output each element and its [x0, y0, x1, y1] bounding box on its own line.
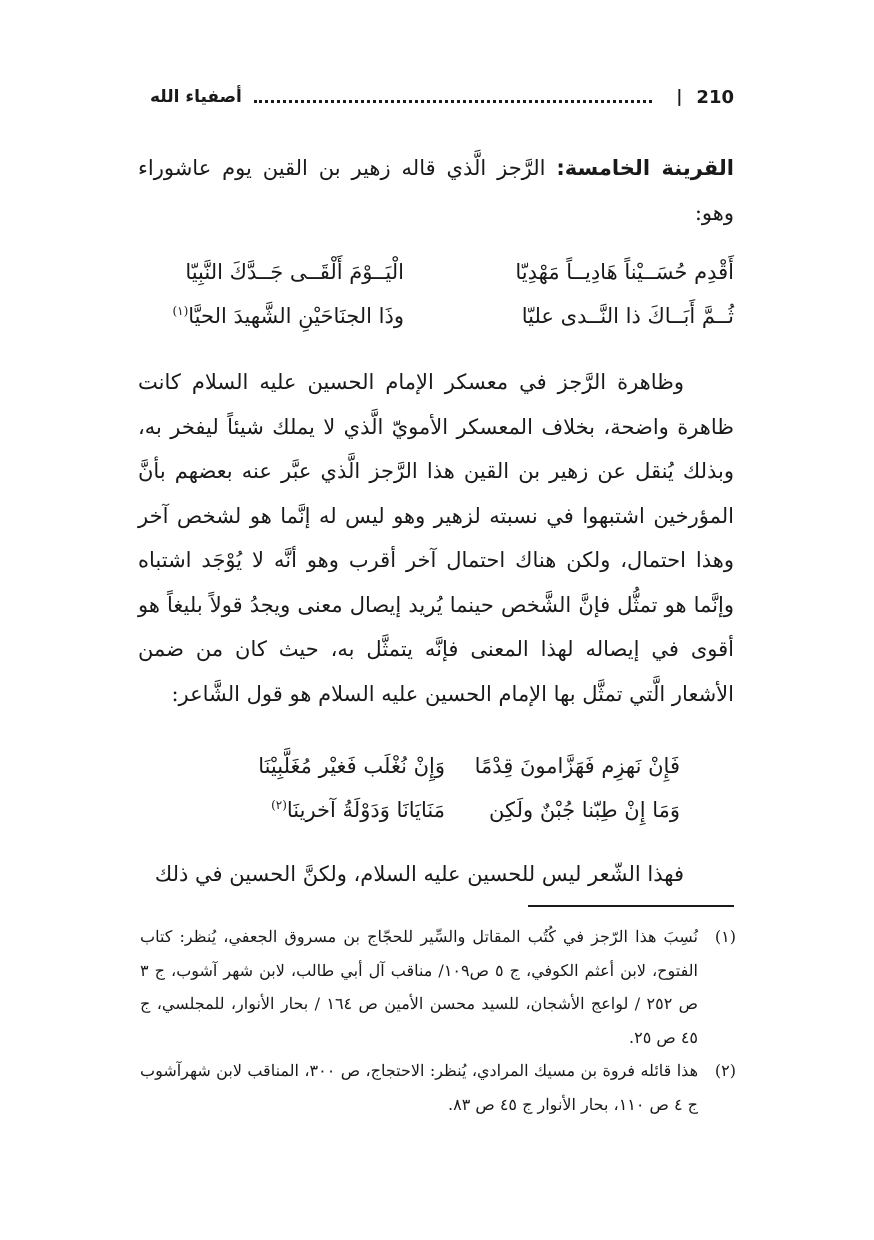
- footnote-number: (١): [714, 927, 736, 946]
- footnote-text: نُسِبَ هذا الرّجز في كُتُب المقاتل والسِّير للحجّاج بن مسروق الجعفي، يُنظر: كتاب الفتوح، لابن أعثم الكوفي، ج ٥ ص١٠٩/ مناقب آل أبي طالب، لابن شهر آشوب، ج ٣ ص ٢٥٢ / لواعج الأشجان، للسيد محسن الأمين ص ١٦٤ / بحار الأنوار، للمجلسي، ج ٤٥ ص ٢٥.: [140, 927, 698, 1047]
- poem-verse-1: [130, 250, 734, 338]
- hemistich-text: وذَا الجنَاحَيْنِ الشَّهيدَ الحيَّا: [188, 304, 404, 328]
- hemistich-second: [130, 304, 404, 328]
- hemistich-second: وَإِنْ نُغْلَب فَغيْر مُغَلَّبِيْنَا: [258, 754, 445, 778]
- hemistich-first: أَقْدِم حُسَــيْناً هَادِيــاً مَهْدِيّا: [515, 260, 734, 284]
- running-header: [150, 80, 734, 114]
- book-title: أصفياء الله: [150, 87, 242, 107]
- hemistich-second: الْيَــوْمَ أَلْقَــى جَــدَّكَ النَّبِيّا: [185, 260, 404, 284]
- footnote-item: [140, 1054, 736, 1121]
- paragraph-closing: فهذا الشّعر ليس للحسين عليه السلام، ولكنَّ الحسين في ذلك: [154, 862, 684, 886]
- footnote-divider: [528, 905, 734, 907]
- footnote-ref: (١): [172, 304, 189, 318]
- paragraph-text: الرَّجز الَّذي قاله زهير بن القين يوم عاشوراء وهو:: [138, 156, 734, 225]
- hemistich-first: ثُــمَّ أَبَــاكَ ذا النَّــدى عليّا: [521, 304, 734, 328]
- verse-line: [130, 250, 734, 294]
- header-separator: |: [676, 87, 683, 107]
- hemistich-second: [180, 798, 445, 822]
- hemistich-first: فَإِنْ نَهزِم فَهَزَّامونَ قِدْمًا: [474, 754, 680, 778]
- verse-line: [180, 744, 680, 788]
- footnotes: [140, 920, 736, 1121]
- header-dot-leader: [254, 100, 652, 103]
- paragraph-main: وظاهرة الرَّجز في معسكر الإمام الحسين عليه السلام كانت ظاهرة واضحة، بخلاف المعسكر الأمويّ الَّذي لا يملك شيئاً ليفخر به، وبذلك يُنقل عن زهير بن القين هذا الرَّجز الَّذي عبَّر عنه بعضهم بأنَّ المؤرخين اشتبهوا في نسبته لزهير وهو ليس له إنَّما هو لشخص آخر وهذا احتمال، ولكن هناك احتمال آخر أقرب وهو أنَّه لا يُوْجَد اشتباه وإنَّما هو تمثُّل فإنَّ الشَّخص حينما يُريد إيصال معنى ويجدُ قولاً بليغاً هو أقوى في إيصاله لهذا المعنى فإنَّه يتمثَّل به، حيث كان من ضمن الأشعار الَّتي تمثَّل بها الإمام الحسين عليه السلام هو قول الشَّاعر:: [138, 370, 734, 706]
- footnote-ref: (٢): [271, 798, 287, 812]
- paragraph-intro: [138, 146, 734, 235]
- verse-line: [180, 788, 680, 832]
- footnote-item: [140, 920, 736, 1054]
- poem-verse-2: [180, 744, 680, 832]
- footnote-text: هذا قائله فروة بن مسيك المرادي، يُنظر: الاحتجاج، ص ٣٠٠، المناقب لابن شهرآشوب ج ٤ ص ١١٠، بحار الأنوار ج ٤٥ ص ٨٣.: [140, 1061, 699, 1114]
- verse-line: [130, 294, 734, 338]
- page-number: 210: [696, 86, 734, 108]
- paragraph-label: القرينة الخامسة:: [556, 156, 734, 180]
- hemistich-first: وَمَا إِنْ طِبّنا جُبْنٌ ولَكِن: [489, 798, 680, 822]
- hemistich-text: مَنَايَانَا وَدَوْلَةُ آخرينَا: [286, 798, 445, 822]
- footnote-number: (٢): [714, 1061, 737, 1080]
